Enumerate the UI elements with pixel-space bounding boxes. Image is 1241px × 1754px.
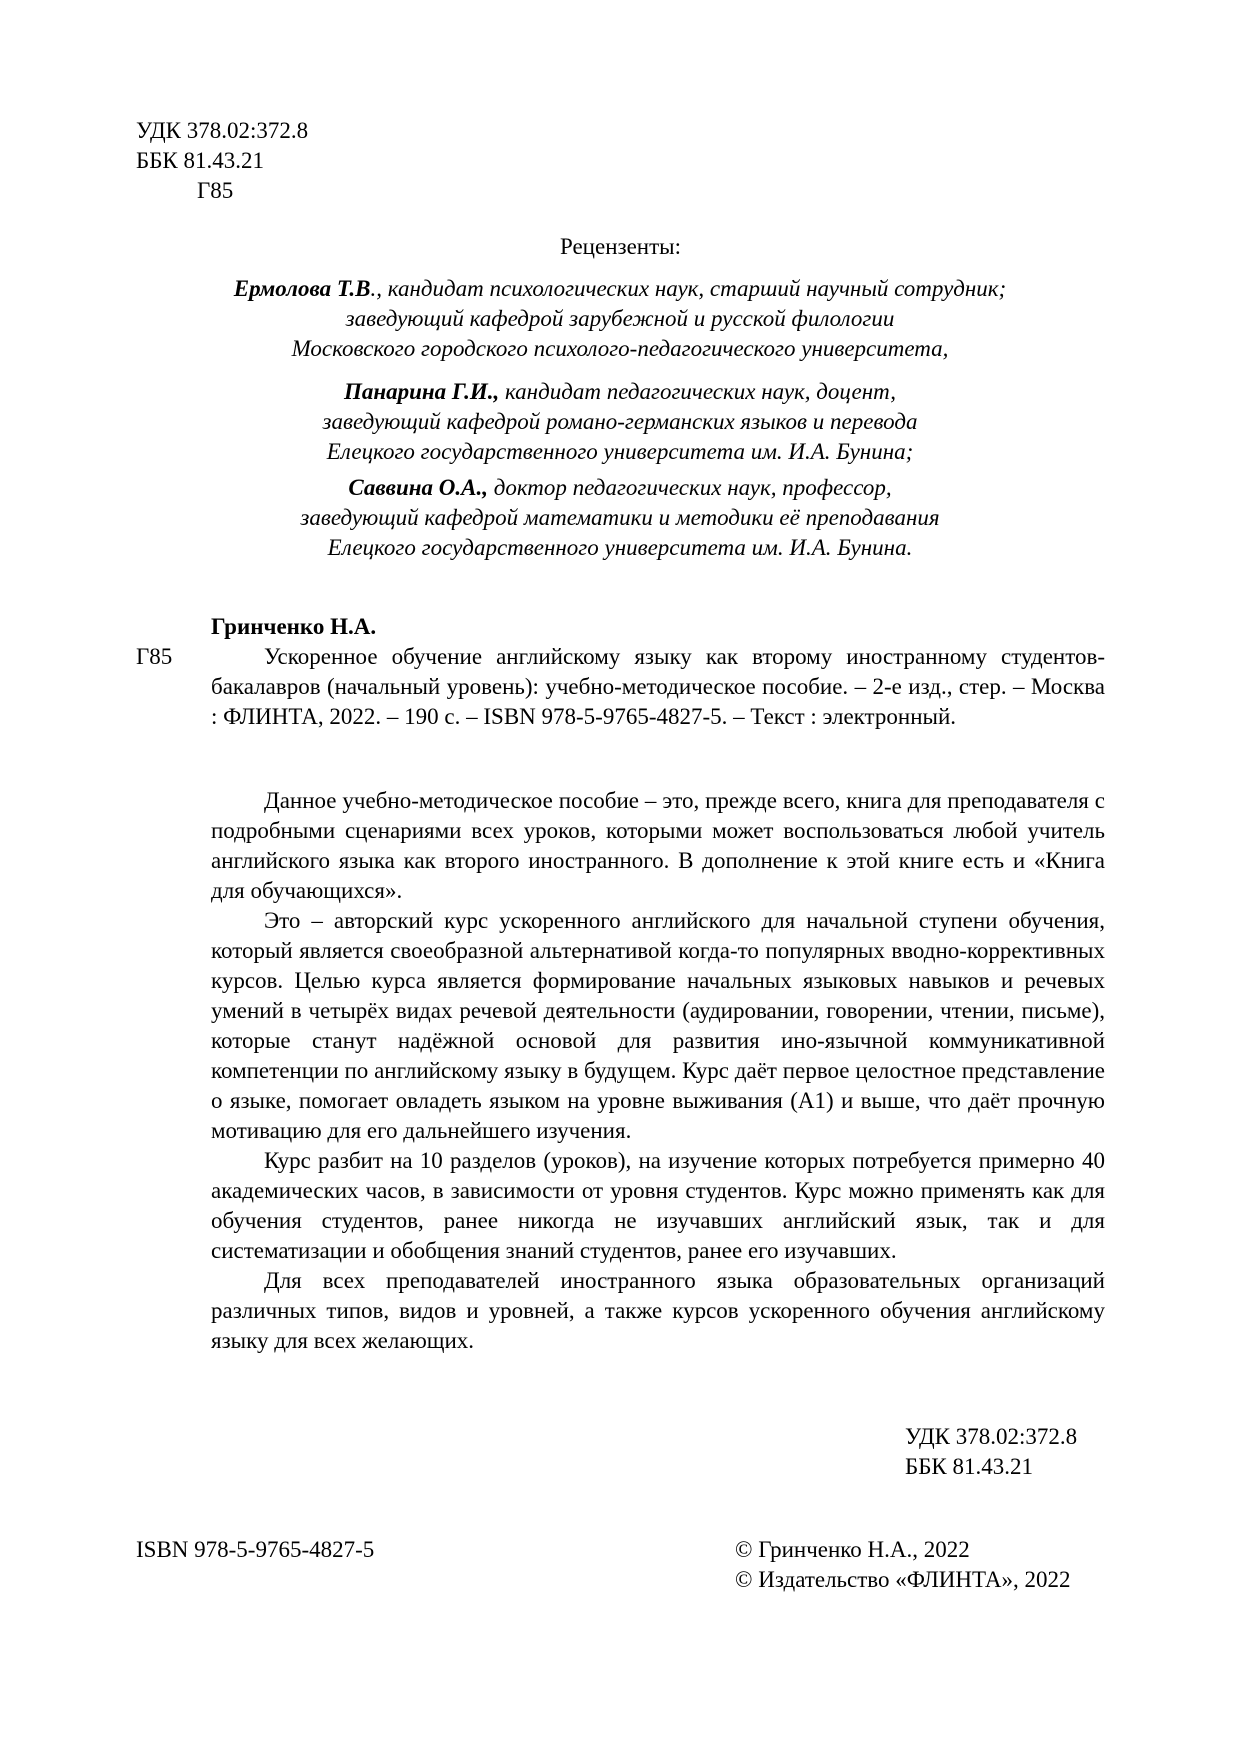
reviewer-department: заведующий кафедрой зарубежной и русской филологии (345, 306, 895, 331)
author-mark: Г85 (197, 178, 234, 203)
entry-code: Г85 (136, 644, 173, 669)
reviewer-line (160, 274, 1080, 304)
copyright-author: © Гринченко Н.А., 2022 (735, 1537, 970, 1562)
annotation-paragraph: Курс разбит на 10 разделов (уроков), на изучение которых потребуется примерно 40 академических часов, в зависимости от уровня студентов. Курс можно применять как для обучения студентов, ранее никогда не изучавших английский язык, так и для систематизации и обобщения знаний студентов, ранее его изучавших. (211, 1148, 1105, 1263)
reviewer-title: доктор педагогических наук, профессор, (487, 475, 892, 500)
reviewer-name: Панарина Г.И., (343, 379, 500, 404)
reviewer-department: заведующий кафедрой романо-германских языков и перевода (322, 409, 918, 434)
reviewer-line (160, 377, 1080, 407)
isbn: ISBN 978-5-9765-4827-5 (136, 1537, 375, 1562)
reviewer-title: кандидат педагогических наук, доцент, (499, 379, 897, 404)
udk-code-bottom: УДК 378.02:372.8 (905, 1424, 1078, 1449)
reviewer-name: Ермолова Т.В (233, 276, 371, 301)
entry-author: Гринченко Н.А. (211, 614, 377, 639)
annotation (211, 786, 1105, 1356)
reviewers-title: Рецензенты: (559, 234, 682, 259)
reviewer-title: ., кандидат психологических наук, старший научный сотрудник; (370, 276, 1007, 301)
reviewer-university: Московского городского психолого-педагогического университета, (291, 336, 949, 361)
annotation-paragraph: Для всех преподавателей иностранного языка образовательных организаций различных типов, видов и уровней, а также курсов ускоренного обучения английскому языку для всех желающих. (211, 1268, 1105, 1353)
reviewer-university: Елецкого государственного университета им. И.А. Бунина. (327, 535, 913, 560)
reviewer-block (160, 473, 1080, 563)
udk-code: УДК 378.02:372.8 (136, 118, 309, 143)
reviewer-block (160, 377, 1080, 467)
reviewer-block (160, 274, 1080, 364)
bbk-code: ББК 81.43.21 (136, 148, 265, 173)
reviewer-department: заведующий кафедрой математики и методики её преподавания (300, 505, 940, 530)
reviewer-name: Саввина О.А., (348, 475, 488, 500)
bbk-code-bottom: ББК 81.43.21 (905, 1454, 1034, 1479)
annotation-paragraph: Это – авторский курс ускоренного английского для начальной ступени обучения, который является своеобразной альтернативой когда-то популярных вводно-коррективных курсов. Целью курса является формирование начальных языковых навыков и речевых умений в четырёх видах речевой деятельности (аудировании, говорении, чтении, письме), которые станут надёжной основой для развития ино-язычной коммуникативной компетенции по английскому языку в будущем. Курс даёт первое целостное представление о языке, помогает овладеть языком на уровне выживания (А1) и выше, что даёт прочную мотивацию для его дальнейшего изучения. (211, 908, 1105, 1143)
reviewer-university: Елецкого государственного университета им. И.А. Бунина; (326, 439, 914, 464)
reviewer-line (160, 473, 1080, 503)
copyright-publisher: © Издательство «ФЛИНТА», 2022 (735, 1567, 1071, 1592)
annotation-paragraph: Данное учебно-методическое пособие – это, прежде всего, книга для преподавателя с подробными сценариями всех уроков, которыми может воспользоваться любой учитель английского языка как второго иностранного. В дополнение к этой книге есть и «Книга для обучающихся». (211, 788, 1105, 903)
bibliographic-description: Ускоренное обучение английскому языку как второму иностранному студентов-бакалавров (начальный уровень): учебно-методическое пособие. – 2-е изд., стер. – Москва : ФЛИНТА, 2022. – 190 с. – ISBN 978-5-9765-4827-5. – Текст : электронный. (211, 644, 1105, 729)
